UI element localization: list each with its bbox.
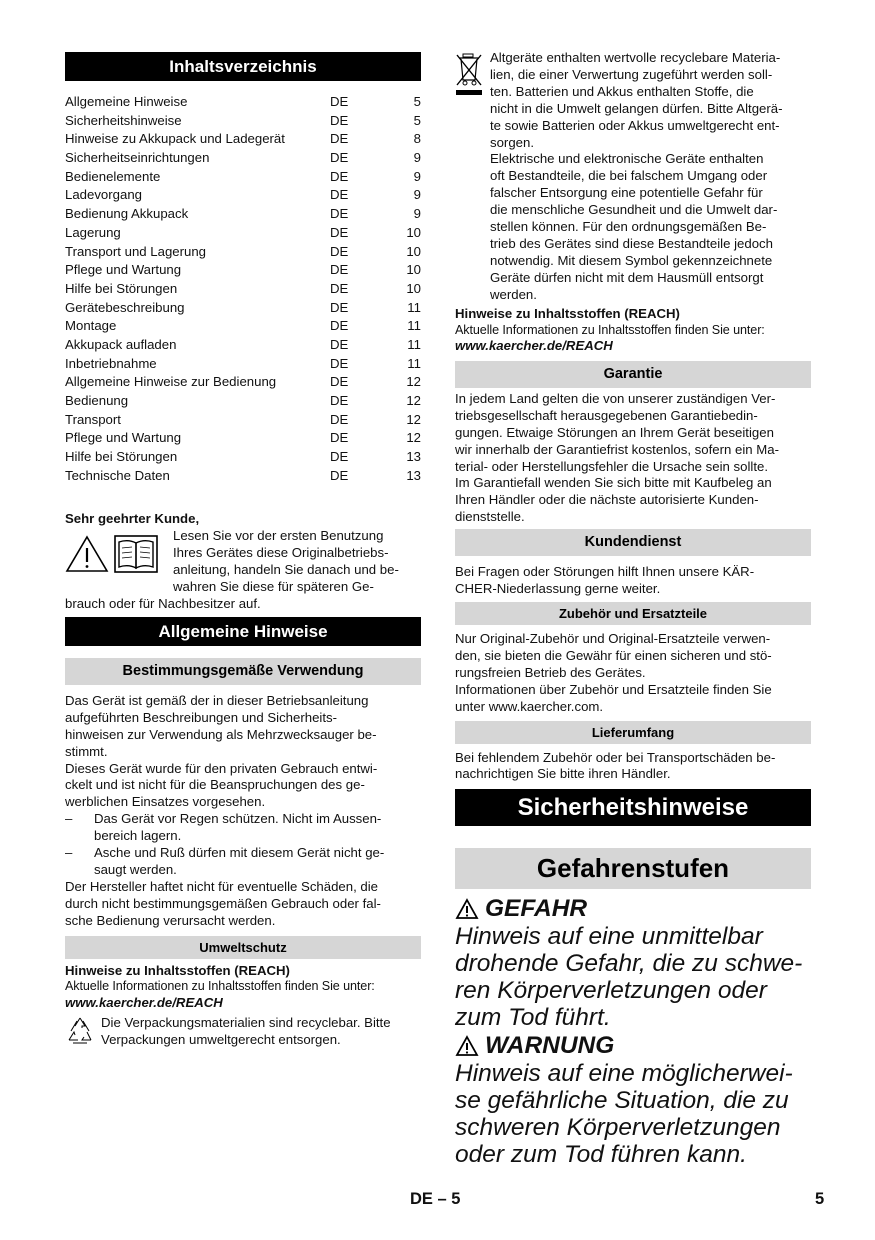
danger-block (455, 894, 811, 1031)
text-line: notwendig. Mit diesem Symbol gekennzeichnete (490, 252, 773, 268)
toc-lang: DE (330, 280, 349, 296)
toc-lang: DE (330, 299, 349, 315)
crossed-bin-icon (455, 50, 490, 304)
greeting-text (173, 528, 421, 596)
warning-triangle-icon (455, 1035, 479, 1057)
text-line: terial- oder Herstellungsfehler die Ursache sein sollte. (455, 458, 768, 474)
toc-lang: DE (330, 467, 349, 483)
toc-lang: DE (330, 318, 349, 334)
text-line: Nur Original-Zubehör und Original-Ersatzteile verwen- (455, 630, 771, 646)
greeting-title: Sehr geehrter Kunde, (65, 511, 200, 527)
toc-page: 9 (413, 150, 421, 166)
toc-page: 12 (406, 374, 421, 390)
toc-lang: DE (330, 243, 349, 259)
toc-page: 11 (407, 355, 421, 371)
greeting-section (65, 511, 421, 612)
text-line: werblichen Einsatzes vorgesehen. (65, 794, 266, 810)
warranty-heading: Garantie (455, 361, 811, 388)
parts-heading: Zubehör und Ersatzteile (455, 602, 811, 625)
text-line: stimmt. (65, 743, 108, 759)
toc-page: 10 (406, 243, 421, 259)
environment-section (65, 963, 421, 1049)
bullet-item (65, 845, 421, 879)
toc-page: 9 (413, 187, 421, 203)
toc-title: Ladevorgang (65, 187, 142, 203)
text-line: Bei Fragen oder Störungen hilft Ihnen unsere KÄR- (455, 564, 755, 580)
reach-title: Hinweise zu Inhaltsstoffen (REACH) (455, 305, 680, 321)
toc-title: Hinweise zu Akkupack und Ladegerät (65, 131, 285, 147)
toc-page: 11 (407, 318, 421, 334)
warranty-text (455, 391, 811, 526)
toc-title: Gerätebeschreibung (65, 299, 185, 315)
text-line: durch nicht bestimmungsgemäßen Gebrauch oder fal- (65, 895, 381, 911)
text-line: Ihren Händler oder die nächste autorisierte Kunden- (455, 492, 759, 508)
text-line: Altgeräte enthalten wertvolle recyclebare Materia- (490, 50, 781, 65)
bullet-dash: – (65, 845, 73, 861)
toc-row[interactable] (65, 205, 421, 224)
text-line: sche Bedienung verursacht werden. (65, 912, 276, 928)
greeting-icons (65, 528, 173, 596)
danger-label: GEFAHR (485, 895, 588, 923)
reach-title: Hinweise zu Inhaltsstoffen (REACH) (65, 962, 290, 978)
text-line: Im Garantiefall wenden Sie sich bitte mit Kaufbeleg an (455, 475, 772, 491)
hazard-levels-heading: Gefahrenstufen (455, 848, 811, 889)
toc-row[interactable] (65, 224, 421, 243)
greeting-line: anleitung, handeln Sie danach und be- (173, 562, 399, 578)
text-line: Die Verpackungsmaterialien sind recyclebar. Bitte (101, 1014, 391, 1030)
toc-lang: DE (330, 94, 349, 109)
danger-text-line: zum Tod führt. (455, 1004, 611, 1032)
toc-page: 8 (413, 131, 421, 147)
toc-title: Bedienung Akkupack (65, 206, 189, 222)
warning-block (455, 1031, 811, 1168)
toc-page: 13 (406, 449, 421, 465)
toc-title: Allgemeine Hinweise (65, 94, 188, 109)
toc-row[interactable] (65, 373, 421, 392)
reach-link[interactable]: www.kaercher.de/REACH (65, 994, 223, 1010)
intended-use-text (65, 693, 421, 930)
toc-lang: DE (330, 449, 349, 465)
toc-lang: DE (330, 168, 349, 184)
toc-page: 10 (406, 224, 421, 240)
toc-page: 12 (406, 430, 421, 446)
right-column (455, 50, 811, 1168)
toc-page: 11 (407, 299, 421, 315)
toc-title: Pflege und Wartung (65, 262, 182, 278)
greeting-line: Ihres Gerätes diese Originalbetriebs- (173, 545, 389, 561)
toc-row[interactable] (65, 130, 421, 149)
toc-title: Bedienung (65, 393, 129, 408)
toc-title: Inbetriebnahme (65, 355, 157, 371)
toc-page: 9 (413, 168, 421, 184)
reach-text: Aktuelle Informationen zu Inhaltsstoffen finden Sie unter: (455, 322, 765, 337)
toc-row[interactable] (65, 429, 421, 448)
toc-lang: DE (330, 187, 349, 203)
toc-page: 5 (413, 112, 421, 128)
danger-text-line: Hinweis auf eine unmittelbar (455, 923, 763, 951)
toc-row[interactable] (65, 168, 421, 187)
toc-title: Pflege und Wartung (65, 430, 182, 446)
text-line: dienststelle. (455, 509, 525, 525)
text-line: trieb des Gerätes sind diese Bestandteile jedoch (490, 235, 773, 251)
toc-title: Montage (65, 318, 117, 334)
toc-page: 11 (407, 336, 421, 352)
text-line: triebsgesellschaft herausgegebenen Garantiebedin- (455, 407, 758, 423)
bullet-dash: – (65, 811, 73, 827)
text-line: oft Bestandteile, die bei falschem Umgang oder (490, 168, 768, 184)
bullet-item (65, 811, 421, 845)
toc-row[interactable] (65, 355, 421, 374)
service-text (455, 564, 811, 598)
toc-row[interactable] (65, 261, 421, 280)
text-line: Dieses Gerät wurde für den privaten Gebrauch entwi- (65, 760, 378, 776)
text-line: Informationen über Zubehör und Ersatzteile finden Sie (455, 681, 772, 697)
toc-lang: DE (330, 206, 349, 222)
toc-lang: DE (330, 150, 349, 166)
text-line: Das Gerät ist gemäß der in dieser Betriebsanleitung (65, 692, 369, 708)
recycle-icon (65, 1015, 101, 1049)
text-line: hinweisen zur Verwendung als Mehrzwecksauger be- (65, 726, 377, 742)
toc-page: 12 (406, 411, 421, 427)
toc-lang: DE (330, 411, 349, 427)
parts-text (455, 631, 811, 716)
toc-lang: DE (330, 224, 349, 240)
text-line: Elektrische und elektronische Geräte enthalten (490, 151, 764, 167)
warning-text-line: Hinweis auf eine möglicherwei- (455, 1060, 793, 1088)
toc-row[interactable] (65, 280, 421, 299)
toc-row[interactable] (65, 149, 421, 168)
toc-title: Transport und Lagerung (65, 243, 207, 259)
toc-row[interactable] (65, 336, 421, 355)
text-line: gungen. Etwaige Störungen an Ihrem Gerät beseitigen (455, 424, 774, 440)
table-of-contents (65, 93, 421, 485)
reach-text: Aktuelle Informationen zu Inhaltsstoffen finden Sie unter: (65, 979, 375, 994)
text-line: lien, die einer Verwertung zugeführt werden soll- (490, 66, 773, 82)
text-line: nachrichtigen Sie bitte ihren Händler. (455, 766, 671, 782)
text-line: te sowie Batterien oder Akkus umweltgerecht ent- (490, 117, 780, 133)
text-line: ckelt und ist nicht für die Beanspruchungen des ge- (65, 777, 365, 793)
toc-lang: DE (330, 430, 349, 446)
toc-title: Lagerung (65, 224, 121, 240)
footer-lang-page: DE – 5 (410, 1190, 461, 1208)
scope-text (455, 750, 811, 784)
warning-text-line: se gefährliche Situation, die zu (455, 1087, 789, 1115)
text-line: werden. (490, 286, 537, 302)
environment-heading: Umweltschutz (65, 936, 421, 959)
text-line: Bei fehlendem Zubehör oder bei Transportschäden be- (455, 749, 776, 765)
toc-page: 10 (406, 280, 421, 296)
toc-page: 9 (413, 206, 421, 222)
text-line: In jedem Land gelten die von unserer zuständigen Ver- (455, 390, 776, 406)
text-line: rungsfreien Betrieb des Gerätes. (455, 664, 646, 680)
toc-page: 13 (406, 467, 421, 483)
toc-page: 5 (413, 94, 421, 109)
text-line: Geräte dürfen nicht mit dem Hausmüll entsorgt (490, 269, 764, 285)
toc-heading: Inhaltsverzeichnis (65, 52, 421, 81)
toc-lang: DE (330, 336, 349, 352)
reach-link[interactable]: www.kaercher.de/REACH (455, 338, 613, 353)
scope-heading: Lieferumfang (455, 721, 811, 744)
greeting-last-line: brauch oder für Nachbesitzer auf. (65, 595, 261, 611)
text-line: bereich lagern. (94, 828, 182, 844)
text-line: Das Gerät vor Regen schützen. Nicht im Aussen- (94, 811, 382, 827)
text-line: unter www.kaercher.com. (455, 698, 604, 714)
text-line: den, sie bieten die Gewähr für einen sicheren und stö- (455, 647, 772, 663)
greeting-line: Lesen Sie vor der ersten Benutzung (173, 528, 384, 544)
text-line: aufgeführten Beschreibungen und Sicherheits- (65, 709, 337, 725)
toc-title: Technische Daten (65, 467, 170, 483)
toc-row[interactable] (65, 467, 421, 486)
toc-title: Bedienelemente (65, 168, 161, 184)
warning-triangle-icon (455, 898, 479, 920)
intended-use-heading: Bestimmungsgemäße Verwendung (65, 658, 421, 685)
text-line: wir innerhalb der Garantiefrist kostenlos, sofern ein Ma- (455, 441, 779, 457)
toc-title: Akkupack aufladen (65, 336, 177, 352)
warning-text-line: oder zum Tod führen kann. (455, 1141, 747, 1169)
warning-text-line: schweren Körperverletzungen (455, 1114, 781, 1142)
toc-title: Hilfe bei Störungen (65, 449, 178, 465)
toc-title: Sicherheitseinrichtungen (65, 150, 210, 166)
toc-title: Sicherheitshinweise (65, 112, 182, 128)
greeting-line: wahren Sie diese für späteren Ge- (173, 579, 374, 595)
text-line: nicht in die Umwelt gelangen dürfen. Bitte Altgerä- (490, 100, 783, 116)
toc-title: Hilfe bei Störungen (65, 280, 178, 296)
text-line: die menschliche Gesundheit und die Umwelt dar- (490, 202, 778, 218)
text-line: CHER-Niederlassung gerne weiter. (455, 581, 661, 597)
toc-lang: DE (330, 262, 349, 278)
toc-page: 10 (406, 262, 421, 278)
toc-row[interactable] (65, 243, 421, 262)
toc-lang: DE (330, 355, 349, 371)
footer-page-number: 5 (815, 1190, 825, 1208)
manual-book-icon (115, 536, 157, 572)
text-line: Verpackungen umweltgerecht entsorgen. (101, 1031, 341, 1047)
toc-row[interactable] (65, 112, 421, 131)
toc-row[interactable] (65, 411, 421, 430)
service-heading: Kundendienst (455, 529, 811, 556)
warning-triangle-icon (67, 537, 107, 571)
text-line: sorgen. (490, 134, 534, 150)
safety-heading: Sicherheitshinweise (455, 789, 811, 826)
toc-row[interactable] (65, 186, 421, 205)
left-column (65, 52, 421, 1049)
warning-label: WARNUNG (485, 1032, 615, 1060)
toc-page: 12 (406, 393, 421, 408)
danger-text-line: ren Körperverletzungen oder (455, 977, 767, 1005)
general-heading: Allgemeine Hinweise (65, 617, 421, 646)
toc-row[interactable] (65, 299, 421, 318)
toc-lang: DE (330, 374, 349, 390)
toc-lang: DE (330, 131, 349, 147)
text-line: ten. Batterien und Akkus enthalten Stoffe, die (490, 83, 754, 99)
toc-row[interactable] (65, 392, 421, 411)
toc-lang: DE (330, 393, 349, 408)
toc-row[interactable] (65, 448, 421, 467)
toc-title: Transport (65, 411, 121, 427)
weee-section (455, 50, 811, 304)
text-line: stellen können. Für den ordnungsgemäßen Be- (490, 219, 767, 235)
toc-row[interactable] (65, 93, 421, 112)
toc-lang: DE (330, 112, 349, 128)
text-line: saugt werden. (94, 861, 177, 877)
text-line: Asche und Ruß dürfen mit diesem Gerät nicht ge- (94, 845, 385, 861)
text-line: falscher Entsorgung eine potentielle Gefahr für (490, 185, 763, 201)
toc-row[interactable] (65, 317, 421, 336)
text-line: Der Hersteller haftet nicht für eventuelle Schäden, die (65, 878, 379, 894)
danger-text-line: drohende Gefahr, die zu schwe- (455, 950, 803, 978)
toc-title: Allgemeine Hinweise zur Bedienung (65, 374, 277, 390)
